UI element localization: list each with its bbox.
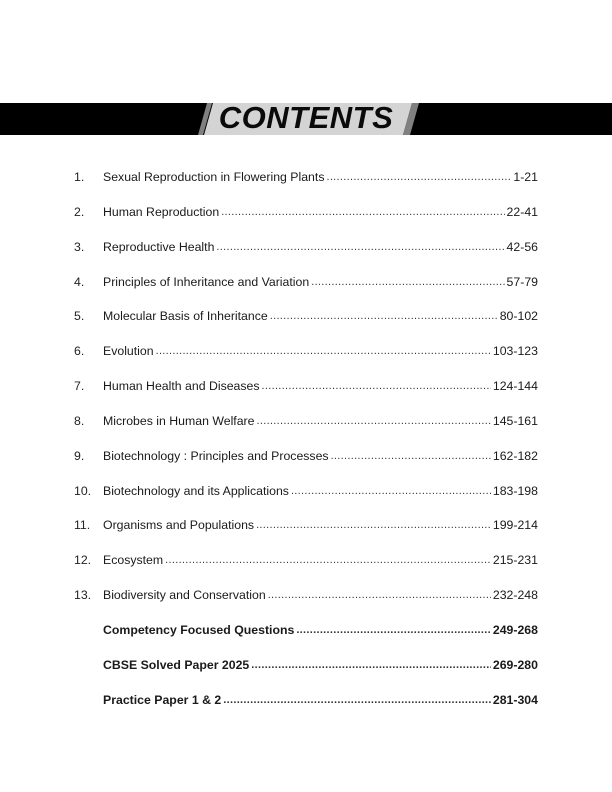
table-of-contents: [74, 167, 538, 725]
dot-leader: [296, 620, 491, 640]
chapter-number: 10.: [74, 483, 92, 498]
chapter-title: Sexual Reproduction in Flowering Plants: [103, 170, 325, 184]
page-title: CONTENTS: [218, 100, 394, 135]
chapter-number: 5.: [74, 309, 85, 324]
section-title: Competency Focused Questions: [103, 622, 295, 637]
section-title: CBSE Solved Paper 2025: [103, 657, 250, 672]
chapter-title: Evolution: [103, 344, 154, 359]
page-range: 162-182: [492, 448, 538, 463]
chapter-title: Biotechnology and its Applications: [103, 483, 289, 498]
dot-leader: [326, 167, 511, 187]
chapter-title: Human Health and Diseases: [103, 379, 260, 394]
dot-leader: [311, 272, 504, 292]
chapter-number: 4.: [74, 274, 85, 289]
page-range: 269-280: [492, 657, 538, 672]
page-range: 57-79: [506, 274, 538, 289]
page-range: 124-144: [492, 379, 538, 394]
dot-leader: [270, 306, 498, 326]
toc-row-extra[interactable]: [74, 620, 538, 655]
toc-row[interactable]: [74, 481, 538, 516]
chapter-number: 9.: [74, 448, 85, 463]
page-range: 215-231: [492, 553, 538, 568]
toc-row[interactable]: [74, 515, 538, 550]
page-range: 232-248: [492, 588, 538, 603]
chapter-title: Human Reproduction: [103, 204, 220, 219]
chapter-number: 6.: [74, 344, 85, 359]
chapter-number: 11.: [74, 518, 91, 533]
dot-leader: [256, 515, 491, 535]
page-range: 42-56: [506, 239, 538, 254]
chapter-title: Biodiversity and Conservation: [103, 588, 266, 603]
dot-leader: [291, 481, 491, 501]
toc-row[interactable]: [74, 167, 538, 202]
toc-row[interactable]: [74, 376, 538, 411]
toc-row[interactable]: [74, 585, 538, 620]
toc-row[interactable]: [74, 550, 538, 585]
chapter-number: 3.: [74, 239, 85, 254]
chapter-title: Microbes in Human Welfare: [103, 413, 255, 428]
chapter-title: Principles of Inheritance and Variation: [103, 274, 310, 289]
toc-row[interactable]: [74, 202, 538, 237]
chapter-title: Biotechnology : Principles and Processes: [103, 448, 329, 463]
page-range: 80-102: [499, 309, 538, 324]
toc-row[interactable]: [74, 237, 538, 272]
toc-row[interactable]: [74, 272, 538, 307]
dot-leader: [223, 690, 491, 710]
toc-row[interactable]: [74, 306, 538, 341]
section-title: Practice Paper 1 & 2: [103, 692, 222, 707]
chapter-number: 7.: [74, 379, 85, 394]
chapter-number: 1.: [74, 170, 85, 184]
toc-row[interactable]: [74, 411, 538, 446]
toc-row-extra[interactable]: [74, 690, 538, 725]
chapter-number: 8.: [74, 413, 85, 428]
page-range: 103-123: [492, 344, 538, 359]
chapter-number: 2.: [74, 204, 85, 219]
toc-row[interactable]: [74, 446, 538, 481]
chapter-title: Molecular Basis of Inheritance: [103, 309, 268, 324]
dot-leader: [268, 585, 491, 605]
page-range: 199-214: [492, 518, 538, 533]
chapter-title: Organisms and Populations: [103, 518, 255, 533]
page-range: 183-198: [492, 483, 538, 498]
page-range: 145-161: [492, 413, 538, 428]
dot-leader: [262, 376, 491, 396]
dot-leader: [221, 202, 504, 222]
toc-row[interactable]: [74, 341, 538, 376]
page-range: 22-41: [506, 204, 538, 219]
chapter-number: 13.: [74, 588, 92, 603]
page-range: 249-268: [492, 622, 538, 637]
dot-leader: [165, 550, 491, 570]
dot-leader: [257, 411, 491, 431]
chapter-title: Ecosystem: [103, 553, 164, 568]
chapter-number: 12.: [74, 553, 92, 568]
toc-row-extra[interactable]: [74, 655, 538, 690]
dot-leader: [216, 237, 504, 257]
page-range: 281-304: [492, 692, 538, 707]
chapter-title: Reproductive Health: [103, 239, 215, 254]
page-range: 1-21: [513, 170, 538, 184]
dot-leader: [331, 446, 491, 466]
dot-leader: [156, 341, 491, 361]
dot-leader: [251, 655, 491, 675]
